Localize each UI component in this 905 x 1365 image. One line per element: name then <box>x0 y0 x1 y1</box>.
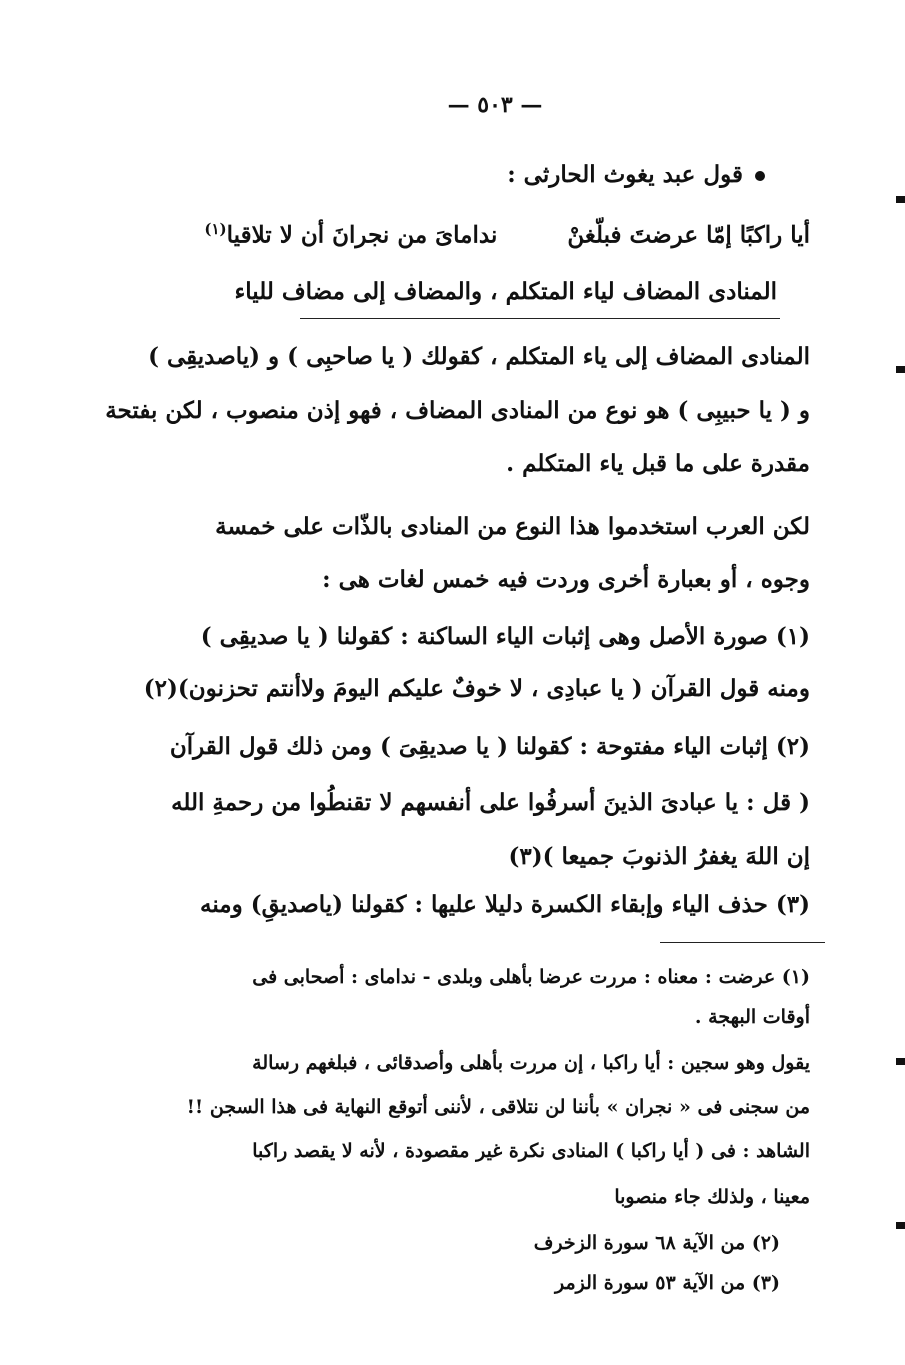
intro-line <box>507 158 765 192</box>
footnote-line: الشاهد : فى ( أيا راكبا ) المنادى نكرة غير مقصودة ، لأنه لا يقصد راكبا <box>252 1140 810 1162</box>
body-line: (١) صورة الأصل وهى إثبات الياء الساكنة : كقولنا ( يا صديقِى ) <box>200 623 810 650</box>
heading-underline <box>300 318 780 319</box>
body-line: (٣) حذف الياء وإبقاء الكسرة دليلا عليها : كقولنا (ياصديقِ) ومنه <box>200 891 810 918</box>
margin-mark <box>896 1058 905 1065</box>
bullet-icon <box>755 171 765 181</box>
body-line: إن اللهَ يغفرُ الذنوبَ جميعا )(٣) <box>508 843 810 870</box>
section-heading: المنادى المضاف لياء المتكلم ، والمضاف إلى مضاف للياء <box>234 278 777 305</box>
body-line: مقدرة على ما قبل ياء المتكلم . <box>506 450 810 477</box>
verse-hemistich-2: نداماىَ من نجرانَ أن لا تلاقيا <box>226 221 498 249</box>
margin-mark <box>896 1222 905 1229</box>
footnote-separator <box>660 942 825 943</box>
footnote-line: (٣) من الآية ٥٣ سورة الزمر <box>554 1272 780 1294</box>
verse-footnote-ref: (١) <box>204 220 227 238</box>
body-line: ومنه قول القرآن ( يا عبادِى ، لا خوفٌ عليكم اليومَ ولاأنتم تحزنون)(٢) <box>143 675 810 702</box>
footnote-line: (١) عرضت : معناه : مررت عرضا بأهلى وبلدى - نداماى : أصحابى فى <box>252 966 810 988</box>
body-line: وجوه ، أو بعبارة أخرى وردت فيه خمس لغات هى : <box>322 566 810 593</box>
verse-hemistich-1: أيا راكبًا إمّا عرضتَ فبلّغنْ <box>567 221 810 249</box>
footnote-line: يقول وهو سجين : أيا راكبا ، إن مررت بأهلى وأصدقائى ، فبلغهم رسالة <box>252 1052 810 1074</box>
margin-mark <box>896 196 905 203</box>
body-line: (٢) إثبات الياء مفتوحة : كقولنا ( يا صديقِىَ ) ومن ذلك قول القرآن <box>169 733 810 760</box>
footnote-line: من سجنى فى « نجران » بأننا لن نتلاقى ، لأننى أتوقع النهاية فى هذا السجن !! <box>186 1096 810 1118</box>
poetry-verse <box>204 212 810 253</box>
footnote-line: أوقات البهجة . <box>694 1006 810 1028</box>
body-line: و ( يا حبيبِى ) هو نوع من المنادى المضاف ، فهو إذن منصوب ، لكن بفتحة <box>105 397 810 424</box>
body-line: المنادى المضاف إلى ياء المتكلم ، كقولك ( يا صاحبِى ) و (ياصديقِى ) <box>148 343 810 370</box>
footnote-line: معينا ، ولذلك جاء منصوبا <box>614 1186 810 1208</box>
footnote-line: (٢) من الآية ٦٨ سورة الزخرف <box>533 1232 780 1254</box>
intro-text: قول عبد يغوث الحارثى : <box>507 161 743 188</box>
body-line: لكن العرب استخدموا هذا النوع من المنادى بالذّات على خمسة <box>215 513 810 540</box>
body-line: ( قل : يا عبادىَ الذينَ أسرفُوا على أنفسهم لا تقنطُوا من رحمةِ الله <box>171 789 810 816</box>
margin-mark <box>896 366 905 373</box>
page-number: — ٥٠٣ — <box>447 92 543 118</box>
